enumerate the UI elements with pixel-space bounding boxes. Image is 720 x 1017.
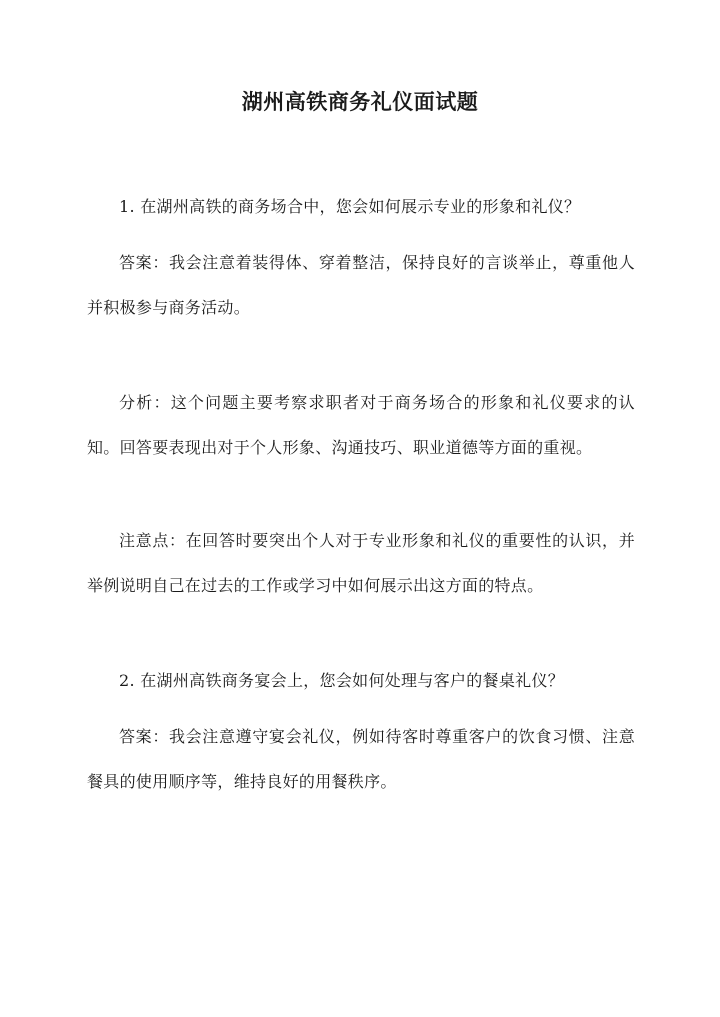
note-1: 注意点：在回答时要突出个人对于专业形象和礼仪的重要性的认识，并举例说明自己在过去的工作或学习中如何展示出这方面的特点。 (87, 531, 635, 595)
analysis-1: 分析：这个问题主要考察求职者对于商务场合的形象和礼仪要求的认知。回答要表现出对于个人形象、沟通技巧、职业道德等方面的重视。 (87, 393, 635, 457)
answer-2: 答案：我会注意遵守宴会礼仪，例如待客时尊重客户的饮食习惯、注意餐具的使用顺序等，维持良好的用餐秩序。 (87, 727, 635, 791)
answer-1: 答案：我会注意着装得体、穿着整洁，保持良好的言谈举止，尊重他人并积极参与商务活动。 (87, 253, 635, 317)
question-2: 2. 在湖州高铁商务宴会上，您会如何处理与客户的餐桌礼仪？ (119, 671, 565, 690)
document-title: 湖州高铁商务礼仪面试题 (241, 89, 479, 114)
question-1: 1. 在湖州高铁的商务场合中，您会如何展示专业的形象和礼仪？ (119, 197, 581, 216)
